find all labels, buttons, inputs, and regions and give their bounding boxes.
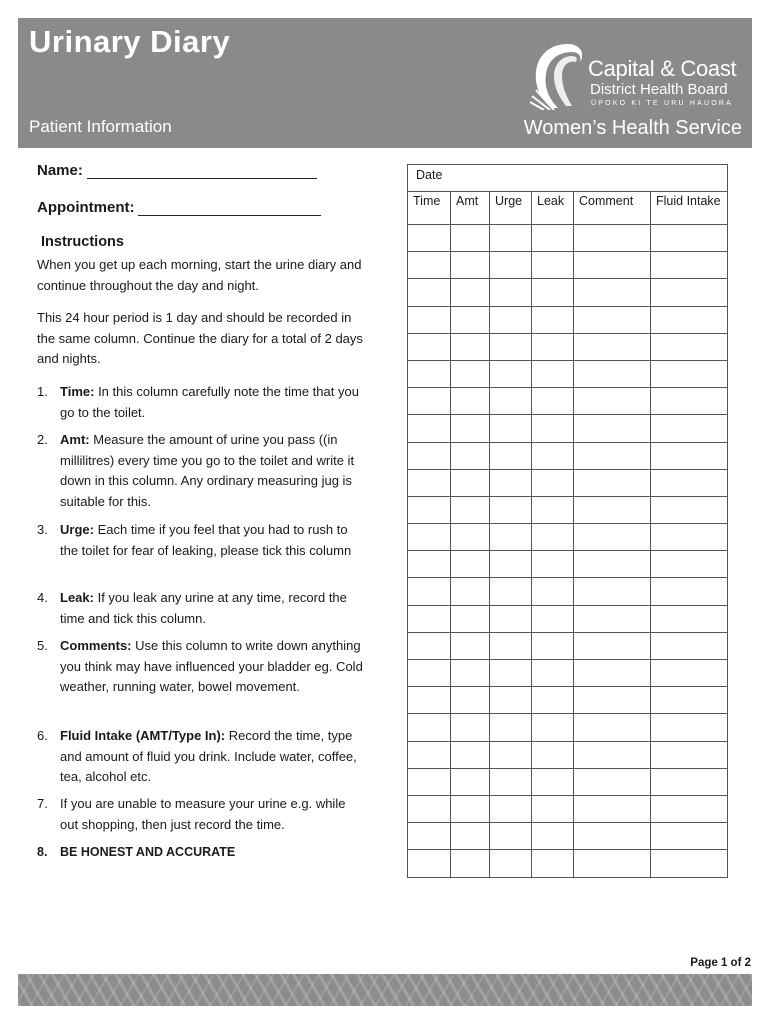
instructions-para-2: This 24 hour period is 1 day and should be recorded in the same column. Continue the diary for a total of 2 days and nights.: [37, 310, 363, 367]
item-number: 4.: [37, 590, 48, 605]
instruction-item: [37, 794, 367, 835]
diary-cell[interactable]: [651, 360, 728, 387]
instruction-item: [37, 520, 367, 561]
diary-cell[interactable]: [451, 795, 490, 822]
instruction-item: [37, 382, 367, 423]
diary-cell[interactable]: [532, 660, 574, 687]
diary-cell[interactable]: [490, 714, 532, 741]
diary-cell[interactable]: [574, 360, 651, 387]
diary-cell[interactable]: [451, 333, 490, 360]
diary-cell[interactable]: [574, 442, 651, 469]
diary-cell[interactable]: [574, 605, 651, 632]
diary-cell[interactable]: [490, 360, 532, 387]
diary-row: [408, 415, 728, 442]
logo-line-3: ŪPOKO KI TE URU HAUORA: [591, 100, 734, 107]
diary-cell[interactable]: [451, 823, 490, 850]
diary-cell[interactable]: [532, 551, 574, 578]
diary-cell[interactable]: [651, 660, 728, 687]
diary-cell[interactable]: [490, 551, 532, 578]
diary-cell[interactable]: [490, 850, 532, 877]
diary-cell[interactable]: [451, 469, 490, 496]
diary-cell[interactable]: [408, 333, 451, 360]
diary-row: [408, 524, 728, 551]
diary-cell[interactable]: [574, 551, 651, 578]
diary-cell[interactable]: [408, 578, 451, 605]
item-number: 8.: [37, 845, 48, 859]
diary-cell[interactable]: [532, 252, 574, 279]
diary-cell[interactable]: [408, 442, 451, 469]
diary-cell[interactable]: [490, 741, 532, 768]
item-label: Comments:: [60, 638, 132, 653]
diary-cell[interactable]: [490, 496, 532, 523]
diary-row: [408, 687, 728, 714]
diary-cell[interactable]: [490, 823, 532, 850]
item-label: Urge:: [60, 522, 94, 537]
diary-cell[interactable]: [408, 524, 451, 551]
diary-row: [408, 388, 728, 415]
page-number: Page 1 of 2: [690, 957, 751, 969]
instruction-item: [37, 588, 367, 629]
diary-cell[interactable]: [532, 605, 574, 632]
diary-cell[interactable]: [408, 741, 451, 768]
diary-cell[interactable]: [532, 496, 574, 523]
diary-cell[interactable]: [651, 496, 728, 523]
diary-row: [408, 823, 728, 850]
diary-cell[interactable]: [490, 768, 532, 795]
diary-cell[interactable]: [408, 605, 451, 632]
column-header: Amt: [451, 192, 490, 225]
diary-cell[interactable]: [451, 279, 490, 306]
diary-cell[interactable]: [408, 415, 451, 442]
date-label: Date: [416, 168, 443, 182]
diary-cell[interactable]: [490, 415, 532, 442]
diary-cell[interactable]: [451, 496, 490, 523]
diary-cell[interactable]: [532, 524, 574, 551]
item-number: 2.: [37, 432, 48, 447]
name-input-line[interactable]: [87, 164, 317, 179]
diary-cell[interactable]: [651, 714, 728, 741]
diary-cell[interactable]: [451, 415, 490, 442]
diary-cell[interactable]: [532, 279, 574, 306]
logo-line-2: District Health Board: [590, 81, 728, 98]
header-banner: [18, 18, 752, 148]
diary-cell[interactable]: [408, 551, 451, 578]
diary-cell[interactable]: [574, 469, 651, 496]
diary-cell[interactable]: [574, 660, 651, 687]
diary-cell[interactable]: [532, 795, 574, 822]
item-number: 7.: [37, 796, 48, 811]
diary-row: [408, 442, 728, 469]
diary-cell[interactable]: [451, 768, 490, 795]
diary-cell[interactable]: [532, 442, 574, 469]
diary-cell[interactable]: [490, 578, 532, 605]
column-header: Urge: [490, 192, 532, 225]
diary-cell[interactable]: [574, 578, 651, 605]
diary-row: [408, 279, 728, 306]
diary-cell[interactable]: [651, 741, 728, 768]
logo-line-1: Capital & Coast: [588, 56, 737, 81]
diary-cell[interactable]: [408, 768, 451, 795]
instructions-heading: Instructions: [41, 234, 124, 250]
diary-cell[interactable]: [490, 306, 532, 333]
diary-cell[interactable]: [532, 714, 574, 741]
diary-cell[interactable]: [574, 279, 651, 306]
diary-cell[interactable]: [408, 225, 451, 252]
diary-row: [408, 795, 728, 822]
diary-cell[interactable]: [532, 388, 574, 415]
footer-pattern-band: [18, 974, 752, 1006]
item-text: If you leak any urine at any time, record the time and tick this column.: [60, 590, 347, 626]
appointment-input-line[interactable]: [138, 201, 321, 216]
diary-row: [408, 605, 728, 632]
column-header: Time: [408, 192, 451, 225]
diary-cell[interactable]: [532, 632, 574, 659]
wave-logo-icon: [528, 40, 582, 110]
diary-cell[interactable]: [651, 632, 728, 659]
diary-cell[interactable]: [451, 388, 490, 415]
date-cell[interactable]: [408, 165, 728, 192]
diary-cell[interactable]: [574, 714, 651, 741]
diary-cell[interactable]: [451, 714, 490, 741]
diary-cell[interactable]: [574, 524, 651, 551]
instruction-item: [37, 842, 367, 863]
patient-info-label: Patient Information: [29, 117, 172, 136]
appointment-label: Appointment:: [37, 199, 135, 216]
diary-cell[interactable]: [490, 388, 532, 415]
diary-cell[interactable]: [451, 660, 490, 687]
diary-cell[interactable]: [651, 524, 728, 551]
item-number: 3.: [37, 522, 48, 537]
diary-cell[interactable]: [451, 578, 490, 605]
diary-cell[interactable]: [651, 768, 728, 795]
diary-cell[interactable]: [574, 415, 651, 442]
item-label: BE HONEST AND ACCURATE: [60, 845, 236, 859]
diary-cell[interactable]: [408, 632, 451, 659]
diary-row: [408, 551, 728, 578]
diary-cell[interactable]: [651, 279, 728, 306]
diary-row: [408, 306, 728, 333]
diary-cell[interactable]: [490, 442, 532, 469]
diary-cell[interactable]: [451, 524, 490, 551]
diary-cell[interactable]: [651, 823, 728, 850]
diary-cell[interactable]: [451, 632, 490, 659]
diary-cell[interactable]: [408, 279, 451, 306]
diary-cell[interactable]: [490, 469, 532, 496]
diary-cell[interactable]: [651, 687, 728, 714]
diary-cell[interactable]: [651, 252, 728, 279]
diary-row: [408, 360, 728, 387]
diary-cell[interactable]: [532, 333, 574, 360]
item-text: Use this column to write down anything you think may have influenced your bladder eg. Cold weather, running water, bowel movement.: [60, 638, 363, 695]
diary-cell[interactable]: [408, 496, 451, 523]
diary-cell[interactable]: [451, 687, 490, 714]
dhb-logo: [528, 40, 743, 110]
diary-cell[interactable]: [574, 252, 651, 279]
diary-table: [407, 164, 728, 878]
column-header: Fluid Intake: [651, 192, 728, 225]
diary-cell[interactable]: [651, 795, 728, 822]
diary-cell[interactable]: [408, 687, 451, 714]
diary-cell[interactable]: [451, 551, 490, 578]
diary-cell[interactable]: [651, 442, 728, 469]
item-text: In this column carefully note the time that you go to the toilet.: [60, 384, 359, 420]
item-label: Time:: [60, 384, 95, 399]
diary-cell[interactable]: [574, 795, 651, 822]
diary-cell[interactable]: [574, 632, 651, 659]
diary-row: [408, 768, 728, 795]
item-text: Each time if you feel that you had to rush to the toilet for fear of leaking, please tick this column: [60, 522, 352, 558]
diary-cell[interactable]: [408, 660, 451, 687]
diary-cell[interactable]: [532, 360, 574, 387]
diary-cell[interactable]: [574, 496, 651, 523]
diary-cell[interactable]: [574, 768, 651, 795]
diary-cell[interactable]: [651, 333, 728, 360]
item-label: Fluid Intake (AMT/Type In):: [60, 728, 226, 743]
diary-cell[interactable]: [408, 252, 451, 279]
diary-cell[interactable]: [490, 279, 532, 306]
diary-cell[interactable]: [490, 225, 532, 252]
diary-cell[interactable]: [490, 795, 532, 822]
page-title: Urinary Diary: [29, 24, 231, 59]
diary-cell[interactable]: [490, 632, 532, 659]
diary-cell[interactable]: [490, 605, 532, 632]
instructions-para-1: When you get up each morning, start the urine diary and continue throughout the day and night.: [37, 257, 362, 293]
diary-row: [408, 660, 728, 687]
diary-cell[interactable]: [451, 306, 490, 333]
diary-cell[interactable]: [532, 741, 574, 768]
name-field[interactable]: [37, 162, 317, 179]
item-text: If you are unable to measure your urine e.g. while out shopping, then just record the time.: [60, 796, 346, 832]
diary-cell[interactable]: [574, 306, 651, 333]
service-label: Women’s Health Service: [523, 117, 742, 139]
diary-cell[interactable]: [574, 225, 651, 252]
diary-cell[interactable]: [574, 850, 651, 877]
diary-cell[interactable]: [490, 333, 532, 360]
diary-cell[interactable]: [532, 225, 574, 252]
item-number: 6.: [37, 728, 48, 743]
diary-cell[interactable]: [651, 551, 728, 578]
diary-row: [408, 252, 728, 279]
diary-cell[interactable]: [490, 660, 532, 687]
diary-row: [408, 333, 728, 360]
diary-cell[interactable]: [574, 388, 651, 415]
diary-cell[interactable]: [490, 687, 532, 714]
diary-row: [408, 225, 728, 252]
diary-cell[interactable]: [532, 768, 574, 795]
diary-cell[interactable]: [490, 524, 532, 551]
diary-cell[interactable]: [490, 252, 532, 279]
instruction-item: [37, 726, 367, 788]
diary-cell[interactable]: [532, 687, 574, 714]
diary-cell[interactable]: [574, 823, 651, 850]
diary-cell[interactable]: [408, 388, 451, 415]
diary-row: [408, 578, 728, 605]
column-header: Leak: [532, 192, 574, 225]
diary-row: [408, 714, 728, 741]
diary-cell[interactable]: [574, 333, 651, 360]
item-text: Record the time, type and amount of fluid you drink. Include water, coffee, tea, alcohol etc.: [60, 728, 357, 785]
name-label: Name:: [37, 162, 83, 179]
diary-cell[interactable]: [651, 388, 728, 415]
diary-cell[interactable]: [451, 360, 490, 387]
diary-cell[interactable]: [408, 469, 451, 496]
diary-cell[interactable]: [451, 225, 490, 252]
diary-cell[interactable]: [408, 795, 451, 822]
instruction-item: [37, 430, 367, 512]
diary-cell[interactable]: [651, 469, 728, 496]
diary-cell[interactable]: [651, 605, 728, 632]
diary-cell[interactable]: [651, 850, 728, 877]
diary-cell[interactable]: [451, 741, 490, 768]
diary-row: [408, 496, 728, 523]
diary-cell[interactable]: [532, 306, 574, 333]
diary-cell[interactable]: [574, 741, 651, 768]
diary-cell[interactable]: [408, 714, 451, 741]
diary-cell[interactable]: [451, 252, 490, 279]
diary-cell[interactable]: [451, 850, 490, 877]
diary-cell[interactable]: [408, 360, 451, 387]
diary-cell[interactable]: [651, 306, 728, 333]
diary-cell[interactable]: [532, 578, 574, 605]
diary-cell[interactable]: [532, 415, 574, 442]
diary-cell[interactable]: [408, 850, 451, 877]
item-number: 1.: [37, 384, 48, 399]
diary-row: [408, 741, 728, 768]
diary-cell[interactable]: [651, 578, 728, 605]
diary-cell[interactable]: [532, 469, 574, 496]
column-header: Comment: [574, 192, 651, 225]
diary-row: [408, 850, 728, 877]
diary-cell[interactable]: [451, 442, 490, 469]
appointment-field[interactable]: [37, 199, 321, 216]
diary-cell[interactable]: [451, 605, 490, 632]
diary-cell[interactable]: [532, 823, 574, 850]
instruction-item: [37, 636, 367, 698]
diary-cell[interactable]: [532, 850, 574, 877]
item-label: Leak:: [60, 590, 94, 605]
diary-cell[interactable]: [408, 823, 451, 850]
diary-row: [408, 469, 728, 496]
item-number: 5.: [37, 638, 48, 653]
item-label: Amt:: [60, 432, 90, 447]
diary-cell[interactable]: [408, 306, 451, 333]
diary-cell[interactable]: [574, 687, 651, 714]
diary-cell[interactable]: [651, 415, 728, 442]
diary-row: [408, 632, 728, 659]
item-text: Measure the amount of urine you pass ((in millilitres) every time you go to the toilet and write it down in this column. Any ordinary measuring jug is suitable for this.: [60, 432, 355, 509]
diary-cell[interactable]: [651, 225, 728, 252]
